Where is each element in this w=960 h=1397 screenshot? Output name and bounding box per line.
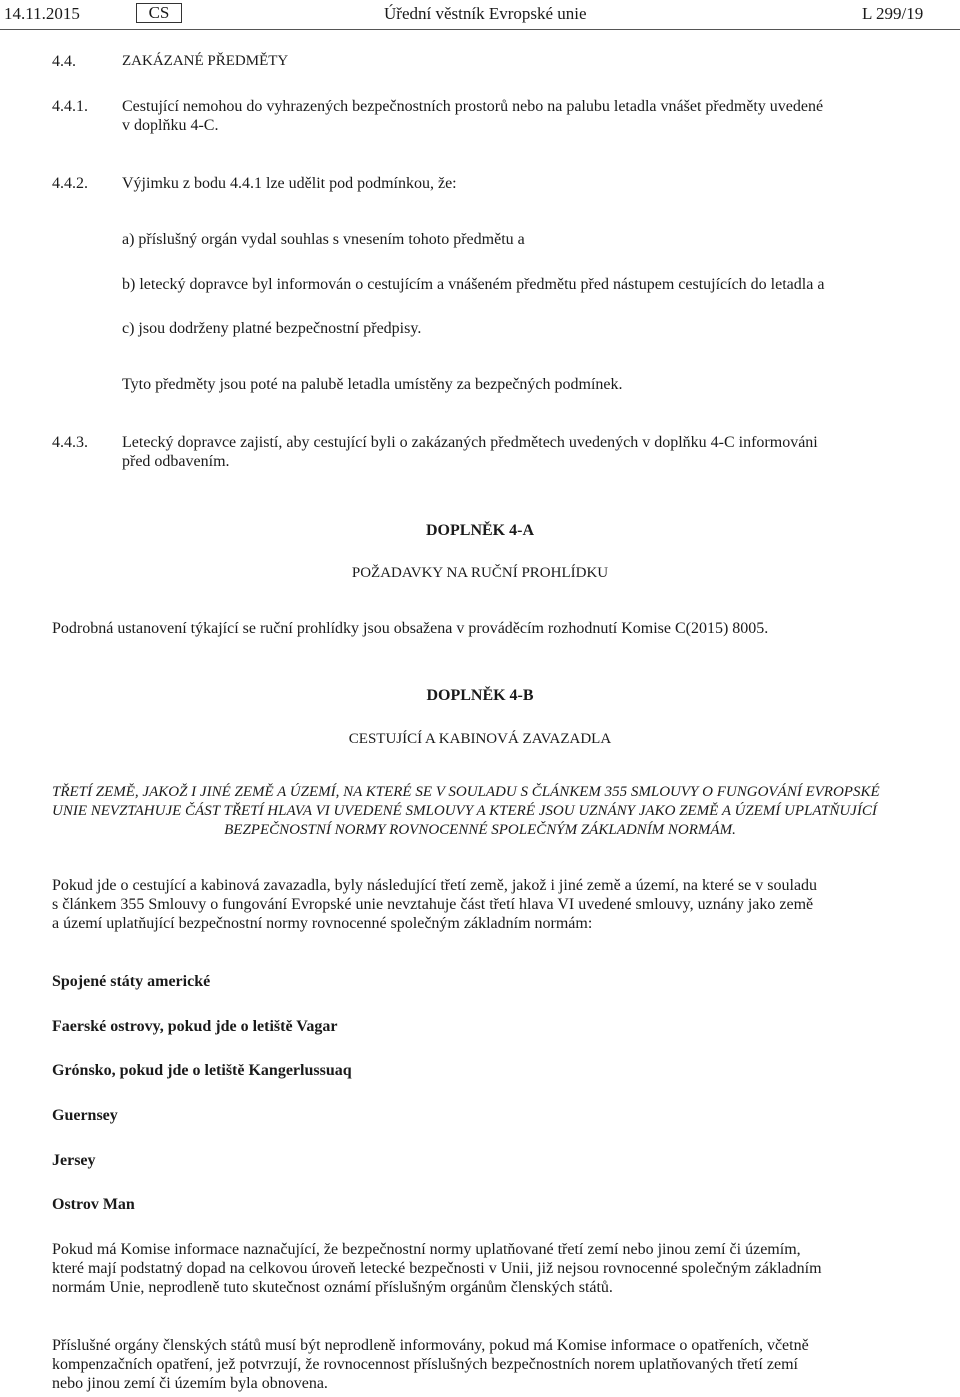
header-divider: [0, 29, 960, 30]
paragraph-text-line: Letecký dopravce zajistí, aby cestující byli o zakázaných předmětech uvedených v doplňku 4-C informováni: [122, 434, 818, 451]
paragraph-text-line: před odbavením.: [122, 453, 230, 470]
list-item-c: c) jsou dodrženy platné bezpečnostní předpisy.: [122, 320, 422, 337]
paragraph-text-line: normám Unie, neprodleně tuto skutečnost oznámí příslušným orgánům členských států.: [52, 1279, 613, 1296]
country-item: Faerské ostrovy, pokud jde o letiště Vagar: [52, 1018, 338, 1035]
paragraph-text-line: Příslušné orgány členských států musí být neprodleně informovány, pokud má Komise informace o opatřeních, včetně: [52, 1337, 809, 1354]
country-item: Spojené státy americké: [52, 973, 211, 990]
paragraph-text-line: Cestující nemohou do vyhrazených bezpečnostních prostorů nebo na palubu letadla vnášet předměty uvedené: [122, 98, 824, 115]
paragraph-text-line: které mají podstatný dopad na celkovou úroveň letecké bezpečnosti v Unii, již nejsou rovnocenné společným základním: [52, 1260, 822, 1277]
paragraph-text-line: Pokud jde o cestující a kabinová zavazadla, byly následující třetí země, jakož i jiné země a území, na které se v souladu: [52, 877, 818, 894]
country-item: Guernsey: [52, 1107, 118, 1124]
paragraph-number: 4.4.1.: [52, 98, 88, 115]
appendix-title: DOPLNĚK 4-B: [426, 687, 534, 704]
italic-heading-line: TŘETÍ ZEMĚ, JAKOŽ I JINÉ ZEMĚ A ÚZEMÍ, NA KTERÉ SE V SOULADU S ČLÁNKEM 355 SMLOUVY O FUNGOVÁNÍ EVROPSKÉ: [52, 784, 880, 800]
journal-title: Úřední věstník Evropské unie: [384, 4, 587, 23]
paragraph-number: 4.4.3.: [52, 434, 88, 451]
paragraph-text-line: Výjimku z bodu 4.4.1 lze udělit pod podmínkou, že:: [122, 175, 457, 192]
paragraph-text-line: s článkem 355 Smlouvy o fungování Evropské unie nevztahuje část třetí hlava VI uvedené smlouvy, uznány jako země: [52, 896, 814, 913]
country-item: Ostrov Man: [52, 1196, 135, 1213]
list-item-a: a) příslušný orgán vydal souhlas s vnesením tohoto předmětu a: [122, 231, 525, 248]
paragraph-text-line: Pokud má Komise informace naznačující, že bezpečnostní normy uplatňované třetí zemí nebo jinou zemí či územím,: [52, 1241, 801, 1258]
paragraph-text-line: kompenzačních opatření, jež potvrzují, že rovnocennost příslušných bezpečnostních norem uplatňovaných třetí zemí: [52, 1356, 798, 1373]
italic-heading-line: UNIE NEVZTAHUJE ČÁST TŘETÍ HLAVA VI UVEDENÉ SMLOUVY A KTERÉ JSOU UZNÁNY JAKO ZEMĚ A ÚZEMÍ UPLATŇUJÍCÍ: [52, 803, 877, 819]
paragraph-number: 4.4.2.: [52, 175, 88, 192]
list-item-b: b) letecký dopravce byl informován o cestujícím a vnášeném předmětu před nástupem cestujících do letadla a: [122, 276, 825, 293]
section-number: 4.4.: [52, 53, 76, 70]
paragraph-text-line: a území uplatňující bezpečnostní normy rovnocenné společným základním normám:: [52, 915, 593, 932]
country-item: Jersey: [52, 1152, 96, 1169]
section-title: ZAKÁZANÉ PŘEDMĚTY: [122, 53, 289, 69]
paragraph-text-line: v doplňku 4-C.: [122, 117, 219, 134]
appendix-title: DOPLNĚK 4-A: [426, 522, 534, 539]
header-date: 14.11.2015: [4, 4, 80, 23]
paragraph-text-line: nebo jinou zemí či územím byla obnovena.: [52, 1375, 328, 1392]
paragraph-text-line: Tyto předměty jsou poté na palubě letadla umístěny za bezpečných podmínek.: [122, 376, 623, 393]
page-reference: L 299/19: [862, 4, 924, 23]
italic-heading-line: BEZPEČNOSTNÍ NORMY ROVNOCENNÉ SPOLEČNÝM ZÁKLADNÍM NORMÁM.: [224, 822, 736, 838]
appendix-subtitle: POŽADAVKY NA RUČNÍ PROHLÍDKU: [351, 565, 609, 581]
paragraph-text-line: Podrobná ustanovení týkající se ruční prohlídky jsou obsažena v prováděcím rozhodnutí Komise C(2015) 8005.: [52, 620, 769, 637]
appendix-subtitle: CESTUJÍCÍ A KABINOVÁ ZAVAZADLA: [348, 731, 612, 747]
language-badge: CS: [136, 3, 182, 23]
country-item: Grónsko, pokud jde o letiště Kangerlussuaq: [52, 1062, 352, 1079]
